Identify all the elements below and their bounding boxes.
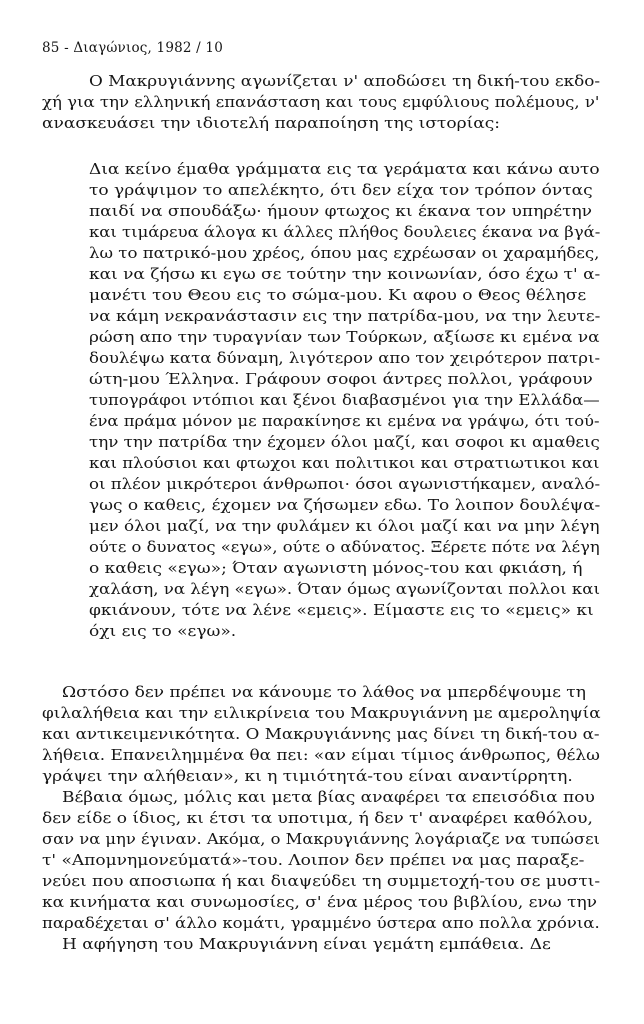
- text-line: το γράψιμον το απελέκητο, ότι δεν είχα τον τρόπον όντας: [89, 181, 593, 199]
- text-line: χαλάση, να λέγη «εγω». Όταν όμως αγωνίζονται πολλοι και: [89, 580, 600, 598]
- text-line: ούτε ο δυνατος «εγω», ούτε ο αδύνατος. Ξέρετε πότε να λέγη: [89, 538, 600, 556]
- text-line: Η αφήγηση του Μακρυγιάννη είναι γεμάτη εμπάθεια. Δε: [62, 935, 551, 953]
- text-line: Ωστόσο δεν πρέπει να κάνουμε το λάθος να μπερδέψουμε τη: [62, 683, 586, 701]
- text-line: ώτη-μου Έλληνα. Γράφουν σοφοι άντρες πολλοι, γράφουν: [89, 370, 593, 388]
- text-line: γράψει την αλήθειαν», κι η τιμιότητά-του είναι αναντίρρητη.: [42, 767, 573, 785]
- text-line: να κάμη νεκρανάστασιν εις την πατρίδα-μου, να την λευτε-: [89, 307, 601, 325]
- text-line: τυπογράφοι ντόπιοι και ξένοι διαβασμένοι για την Ελλάδα—: [89, 391, 600, 409]
- text-line: ρώση απο την τυραγνίαν των Τούρκων, αξίωσε κι εμένα να: [89, 328, 600, 346]
- text-line: νεύει που αποσιωπα ή και διαψεύδει τη συμμετοχή-του σε μυστι-: [42, 872, 601, 890]
- text-line: παιδί να σπουδάξω· ήμουν φτωχος κι έκανα τον υπηρέτην: [89, 202, 593, 220]
- text-line: και πλούσιοι και φτωχοι και πολιτικοι και στρατιωτικοι και: [89, 454, 600, 472]
- text-line: Ο Μακρυγιάννης αγωνίζεται ν' αποδώσει τη δική-του εκδο-: [89, 72, 601, 90]
- text-line: ανασκευάσει την ιδιοτελή παραποίηση της ιστορίας:: [42, 114, 500, 132]
- text-line: παραδέχεται σ' άλλο κομάτι, γραμμένο ύστερα απο πολλα χρόνια.: [42, 914, 600, 932]
- text-line: μεν όλοι μαζί, να την φυλάμεν κι όλοι μαζί και να μην λέγη: [89, 517, 600, 535]
- text-line: την την πατρίδα την έχομεν όλοι μαζί, και σοφοι κι αμαθεις: [89, 433, 600, 451]
- text-line: και αντικειμενικότητα. Ο Μακρυγιάννης μας δίνει τη δική-του α-: [42, 725, 600, 743]
- text-line: φιλαλήθεια και την ειλικρίνεια του Μακρυγιάννη με αμεροληψία: [42, 704, 601, 722]
- text-line: ένα πράμα μόνον με παρακίνησε κι εμένα να γράψω, ότι τού-: [89, 412, 600, 430]
- text-line: και να ζήσω κι εγω σε τούτην την κοινωνίαν, όσο έχω τ' α-: [89, 265, 601, 283]
- text-line: όχι εις το «εγω».: [89, 622, 237, 640]
- text-line: δουλέψω κατα δύναμη, λιγότερον απο τον χειρότερον πατρι-: [89, 349, 601, 367]
- page-header: 85 - Διαγώνιος, 1982 / 10: [42, 40, 223, 56]
- text-line: λω το πατρικό-μου χρέος, όπου μας εχρέωσαν οι χαραμήδες,: [89, 244, 600, 262]
- text-line: σαν να μην έγιναν. Ακόμα, ο Μακρυγιάννης λογάριαζε να τυπώσει: [42, 830, 600, 848]
- text-line: χή για την ελληνική επανάσταση και τους εμφύλιους πολέμους, ν': [42, 93, 600, 111]
- text-line: Βέβαια όμως, μόλις και μετα βίας αναφέρει τα επεισόδια που: [62, 788, 595, 806]
- text-line: φκιάνουν, τότε να λένε «εμεις». Είμαστε εις το «εμεις» κι: [89, 601, 594, 619]
- text-line: τ' «Απομνημονεύματά»-του. Λοιπον δεν πρέπει να μας παραξε-: [42, 851, 585, 869]
- text-line: και τιμάρευα άλογα κι άλλες πλήθος δουλειες έκανα να βγά-: [89, 223, 601, 241]
- text-line: οι πλέον μικρότεροι άνθρωποι· όσοι αγωνιστήκαμεν, αναλό-: [89, 475, 601, 493]
- text-line: δεν είδε ο ίδιος, κι έτσι τα υποτιμα, ή δεν τ' αναφέρει καθόλου,: [42, 809, 593, 827]
- text-line: κα κινήματα και συνωμοσίες, σ' ένα μέρος του βιβλίου, ενω την: [42, 893, 598, 911]
- text-line: Δια κείνο έμαθα γράμματα εις τα γεράματα και κάνω αυτο: [89, 160, 600, 178]
- text-line: λήθεια. Επανειλημμένα θα πει: «αν είμαι τίμιος άνθρωπος, θέλω: [42, 746, 600, 764]
- text-line: ο καθεις «εγω»; Όταν αγωνιστη μόνος-του και φκιάση, ή: [89, 559, 583, 577]
- text-line: γως ο καθεις, έχομεν να ζήσωμεν εδω. Το λοιπον δουλέψα-: [89, 496, 601, 514]
- text-line: μανέτι του Θεου εις το σώμα-μου. Κι αφου ο Θεος θέλησε: [89, 286, 587, 304]
